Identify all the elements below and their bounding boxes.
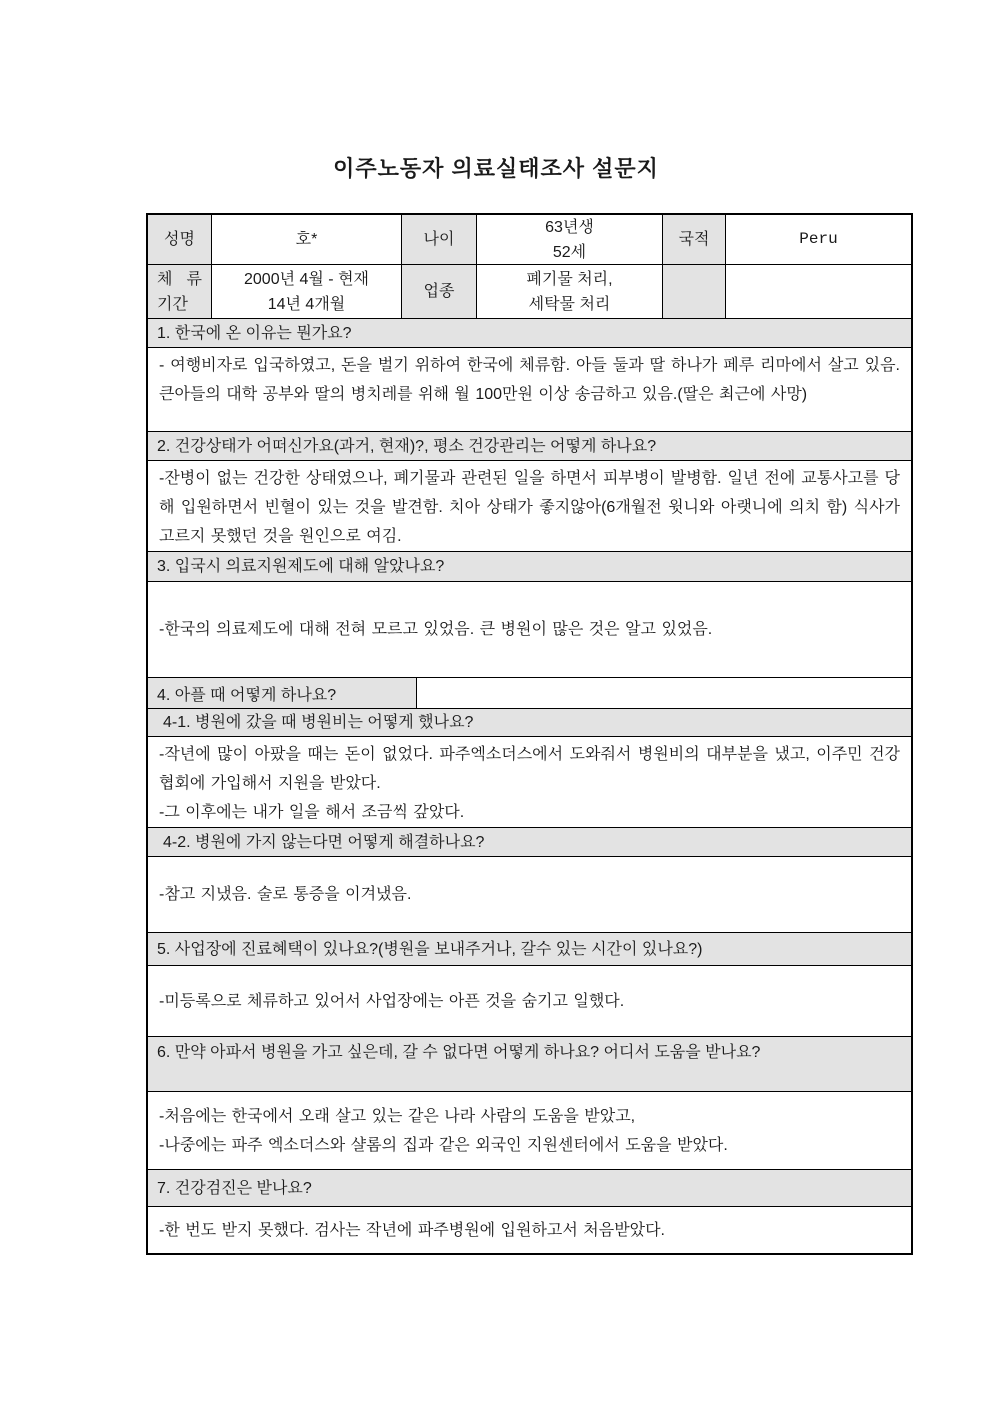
industry-value bbox=[477, 265, 663, 319]
stay-value-line2: 14년 4개월 bbox=[267, 295, 346, 313]
question-1-label: 1. 한국에 온 이유는 뭔가요? bbox=[157, 324, 352, 342]
question-3-header bbox=[148, 552, 911, 582]
empty-gray-cell bbox=[663, 265, 726, 319]
question-4-2-answer bbox=[148, 857, 911, 933]
question-5-answer bbox=[148, 966, 911, 1037]
age-label: 나이 bbox=[402, 215, 477, 265]
answer-line: -한국의 의료제도에 대해 전혀 모르고 있었음. 큰 병원이 많은 것은 알고 있었음. bbox=[159, 621, 713, 638]
age-years: 52세 bbox=[552, 243, 587, 261]
question-6-answer bbox=[148, 1092, 911, 1170]
question-6-header bbox=[148, 1037, 911, 1092]
answer-line: -잔병이 없는 건강한 상태였으나, 폐기물과 관련된 일을 하면서 피부병이 발병함. 일년 전에 교통사고를 당해 입원하면서 빈혈이 있는 것을 발견함. 치아 상태가 좋지않아(6개월전 윗니와 아랫니에 의치 함) 식사가 고르지 못했던 것을 원인으로 여김. bbox=[159, 470, 900, 545]
answer-line: -한 번도 받지 못했다. 검사는 작년에 파주병원에 입원하고서 처음받았다. bbox=[159, 1221, 666, 1239]
question-4-header bbox=[148, 678, 417, 708]
question-4-2-header bbox=[148, 828, 911, 857]
question-4-2-label: 4-2. 병원에 가지 않는다면 어떻게 해결하나요? bbox=[163, 833, 485, 851]
question-2-label: 2. 건강상태가 어떠신가요(과거, 현재)?, 평소 건강관리는 어떻게 하나요? bbox=[157, 437, 657, 455]
nationality-value: Peru bbox=[726, 215, 911, 265]
age-value bbox=[477, 215, 663, 265]
survey-table bbox=[146, 213, 913, 1255]
answer-line: -참고 지냈음. 술로 통증을 이겨냈음. bbox=[159, 886, 412, 903]
answer-line: -나중에는 파주 엑소더스와 샬롬의 집과 같은 외국인 지원센터에서 도움을 받았다. bbox=[159, 1136, 728, 1154]
question-4-label: 4. 아플 때 어떻게 하나요? bbox=[157, 686, 337, 704]
question-5-label: 5. 사업장에 진료혜택이 있나요?(병원을 보내주거나, 갈수 있는 시간이 있나요?) bbox=[157, 940, 703, 958]
answer-line: - 여행비자로 입국하였고, 돈을 벌기 위하여 한국에 체류함. 아들 둘과 딸 하나가 페루 리마에서 살고 있음. 큰아들의 대학 공부와 딸의 병치레를 위해 월 100만원 이상 송금하고 있음.(딸은 최근에 사망) bbox=[159, 357, 900, 403]
question-4-empty-cell bbox=[417, 678, 911, 708]
answer-line: -처음에는 한국에서 오래 살고 있는 같은 나라 사람의 도움을 받았고, bbox=[159, 1107, 636, 1125]
question-6-label: 6. 만약 아파서 병원을 가고 싶은데, 갈 수 없다면 어떻게 하나요? 어디서 도움을 받나요? bbox=[157, 1044, 761, 1061]
industry-value-line2: 세탁물 처리 bbox=[528, 295, 611, 313]
industry-value-line1: 폐기물 처리, bbox=[526, 270, 613, 288]
question-1-header bbox=[148, 319, 911, 348]
question-4-1-answer bbox=[148, 737, 911, 828]
info-table bbox=[148, 215, 911, 319]
stay-label-line2: 기간 bbox=[157, 295, 188, 313]
industry-label: 업종 bbox=[402, 265, 477, 319]
stay-label-line1: 체 류 bbox=[157, 270, 202, 288]
stay-value-line1: 2000년 4월 - 현재 bbox=[244, 270, 369, 288]
question-4-1-label: 4-1. 병원에 갔을 때 병원비는 어떻게 했나요? bbox=[163, 714, 474, 731]
question-3-label: 3. 입국시 의료지원제도에 대해 알았나요? bbox=[157, 558, 445, 575]
name-value: 호* bbox=[212, 215, 402, 265]
stay-period-value bbox=[212, 265, 402, 319]
question-1-answer bbox=[148, 348, 911, 432]
question-4-row bbox=[148, 678, 911, 709]
question-7-label: 7. 건강검진은 받나요? bbox=[157, 1179, 312, 1197]
answer-line: -미등록으로 체류하고 있어서 사업장에는 아픈 것을 숨기고 일했다. bbox=[159, 992, 625, 1010]
question-4-1-header bbox=[148, 709, 911, 737]
name-label: 성명 bbox=[148, 215, 212, 265]
stay-period-label bbox=[148, 265, 212, 319]
question-7-answer bbox=[148, 1207, 911, 1253]
question-5-header bbox=[148, 933, 911, 966]
question-2-answer bbox=[148, 461, 911, 552]
answer-line: -작년에 많이 아팠을 때는 돈이 없었다. 파주엑소더스에서 도와줘서 병원비의 대부분을 냈고, 이주민 건강협회에 가입해서 지원을 받았다. bbox=[159, 746, 900, 792]
nationality-label: 국적 bbox=[663, 215, 726, 265]
page-title: 이주노동자 의료실태조사 설문지 bbox=[333, 156, 659, 181]
question-3-answer bbox=[148, 582, 911, 678]
question-7-header bbox=[148, 1170, 911, 1207]
age-birth-year: 63년생 bbox=[545, 218, 594, 236]
answer-line: -그 이후에는 내가 일을 해서 조금씩 갚았다. bbox=[159, 804, 465, 821]
question-2-header bbox=[148, 432, 911, 461]
empty-cell bbox=[726, 265, 911, 319]
